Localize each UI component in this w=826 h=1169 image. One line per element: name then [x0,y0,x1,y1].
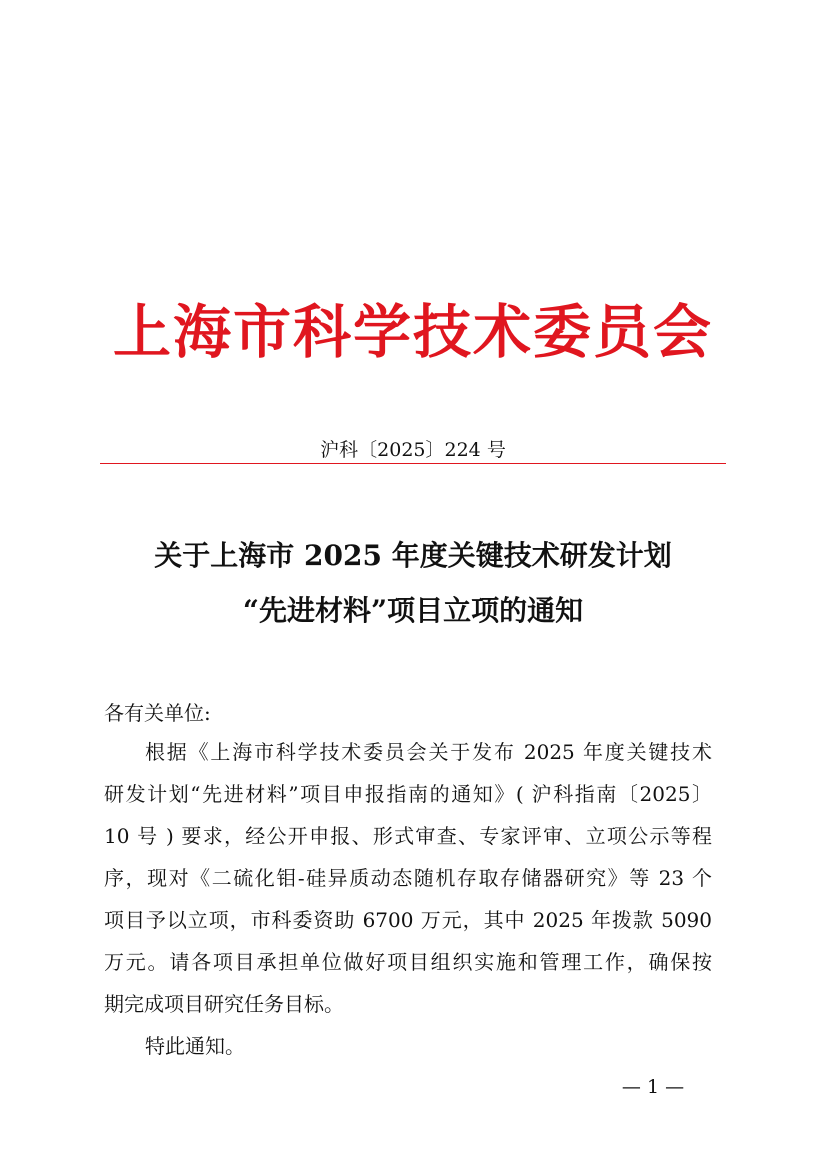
document-title-line-2: “先进材料”项目立项的通知 [242,594,584,627]
document-number: 沪科〔2025〕224 号 [320,439,506,461]
body-line: 根据《上海市科学技术委员会关于发布 2025 年度关键技术 [145,740,712,764]
body-line: 序，现对《二硫化钼-硅异质动态随机存取存储器研究》等 23 个 [104,866,712,890]
red-divider-line [100,463,726,464]
body-line: 项目予以立项，市科委资助 6700 万元，其中 2025 年拨款 5090 [104,908,712,932]
issuing-organization-header: 上海市科学技术委员会 [112,298,713,366]
closing-remark: 特此通知。 [145,1034,245,1058]
document-title-line-1: 关于上海市 2025 年度关键技术研发计划 [154,539,672,572]
salutation: 各有关单位: [104,701,211,725]
body-line: 万元。请各项目承担单位做好项目组织实施和管理工作，确保按 [104,950,712,974]
body-line: 期完成项目研究任务目标。 [104,992,344,1016]
body-line: 研发计划“先进材料”项目申报指南的通知》( 沪科指南〔2025〕 [104,782,712,806]
body-line: 10 号 ) 要求，经公开申报、形式审查、专家评审、立项公示等程 [104,824,712,848]
page-number: — 1 — [621,1076,685,1098]
